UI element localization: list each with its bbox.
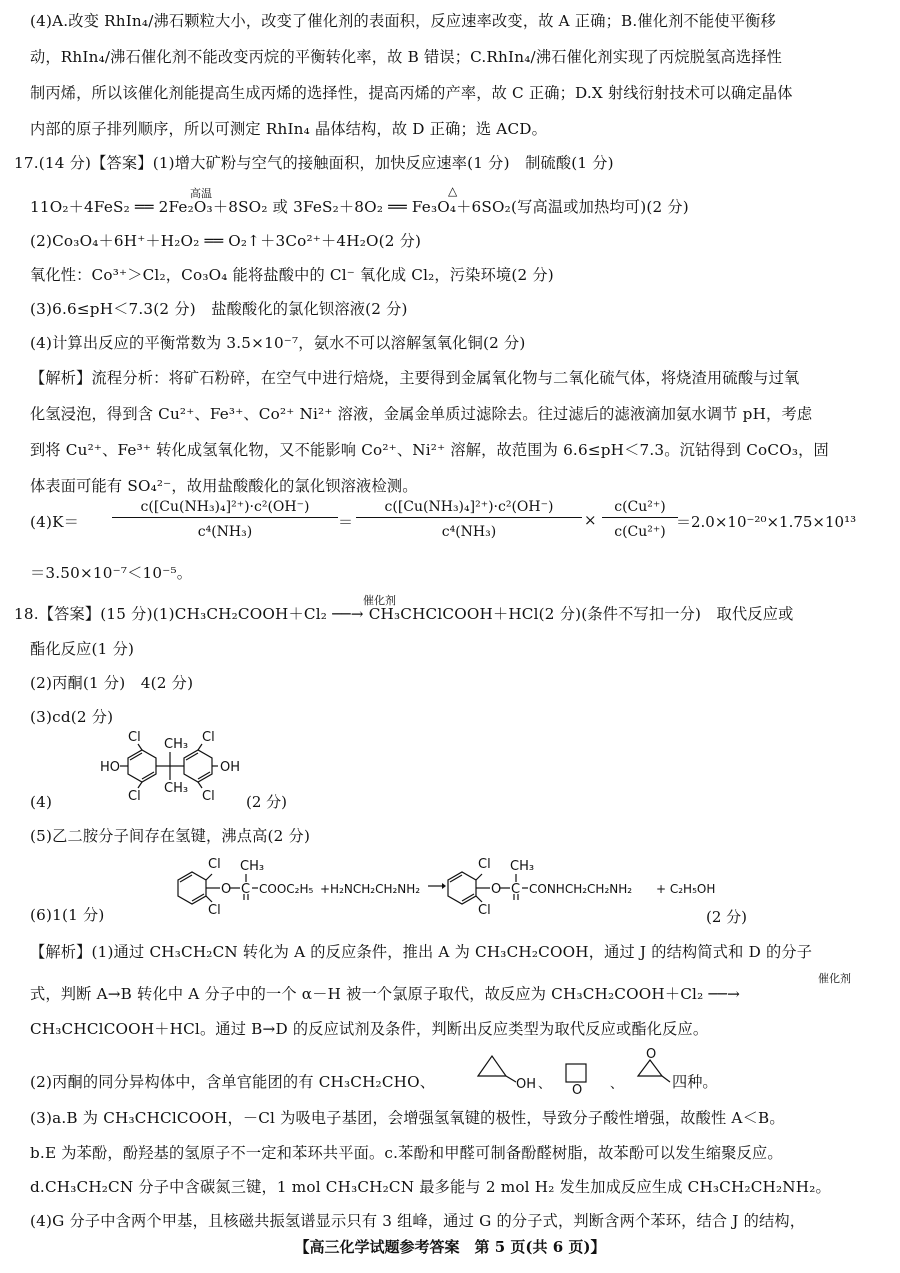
text-line: CH₃CHClCOOH＋HCl。通过 B→D 的反应试剂及条件，判断出反应类型为取代反应或酯化反应。 xyxy=(30,1020,709,1038)
fraction-denominator: c(Cu²⁺) xyxy=(614,524,666,540)
atom-label: Cl xyxy=(128,789,141,804)
atom-label: Cl xyxy=(128,730,141,745)
text-line: (4) xyxy=(30,793,53,811)
text-line: (2)丙酮(1 分) 4(2 分) xyxy=(30,674,194,692)
atom-label: HO xyxy=(100,760,121,775)
atom-label: O xyxy=(572,1083,583,1094)
k-result: ＝2.0×10⁻²⁰×1.75×10¹³ xyxy=(676,513,857,531)
separator: 、 xyxy=(610,1077,624,1092)
page-footer: 【高三化学试题参考答案 第 5 页(共 6 页)】 xyxy=(294,1238,606,1256)
analysis-18: 【解析】(1)通过 CH₃CH₂CN 转化为 A 的反应条件，推出 A 为 CH₃CH₂COOH，通过 J 的结构简式和 D 的分子 xyxy=(30,943,813,961)
text-line: (6)1(1 分) xyxy=(30,906,105,924)
atom-label: OH xyxy=(220,760,241,775)
score: (2 分) xyxy=(706,908,748,926)
question-18-header: 18.【答案】(15 分)(1)CH₃CH₂COOH＋Cl₂ ──→ CH₃CHClCOOH＋HCl(2 分)(条件不写扣一分) 取代反应或 xyxy=(14,605,794,623)
reagent-label: +H₂NCH₂CH₂NH₂ xyxy=(320,882,421,896)
atom-label: Cl xyxy=(478,903,491,918)
byproduct-label: + C₂H₅OH xyxy=(656,882,716,896)
text-line: (4)计算出反应的平衡常数为 3.5×10⁻⁷，氨水不可以溶解氢氧化铜(2 分) xyxy=(30,334,526,352)
text-line: 到将 Cu²⁺、Fe³⁺ 转化成氢氧化物，又不能影响 Co²⁺、Ni²⁺ 溶解，故范围为 6.6≤pH＜7.3。沉钴得到 CoCO₃，固 xyxy=(30,441,829,459)
isomer-structures xyxy=(472,1048,704,1094)
atom-label: C xyxy=(511,882,521,897)
isomer-suffix: 四种。 xyxy=(672,1073,718,1091)
text-line: (4)A.改变 RhIn₄/沸石颗粒大小，改变了催化剂的表面积，反应速率改变，故 A 正确；B.催化剂不能使平衡移 xyxy=(30,12,776,30)
text-line: 化氢浸泡，得到含 Cu²⁺、Fe³⁺、Co²⁺ Ni²⁺ 溶液，金属金单质过滤除去。往过滤后的滤液滴加氨水调节 pH，考虑 xyxy=(30,405,813,423)
atom-label: O xyxy=(646,1048,657,1062)
fraction-numerator: c(Cu²⁺) xyxy=(602,499,678,518)
text-line: 氧化性：Co³⁺＞Cl₂，Co₃O₄ 能将盐酸中的 Cl⁻ 氧化成 Cl₂，污染环境(2 分) xyxy=(30,266,554,284)
atom-label: Cl xyxy=(478,857,491,872)
atom-label: COOC₂H₅ xyxy=(259,882,314,896)
condition-heat: △ xyxy=(448,184,458,198)
question-17-header: 17.(14 分)【答案】(1)增大矿粉与空气的接触面积，加快反应速率(1 分) 制硫酸(1 分) xyxy=(14,154,614,172)
equation-line: 11O₂＋4FeS₂ ══ 2Fe₂O₃＋8SO₂ 或 3FeS₂＋8O₂ ══ Fe₃O₄＋6SO₂(写高温或加热均可)(2 分) xyxy=(30,198,689,216)
fraction-denominator: c⁴(NH₃) xyxy=(197,524,253,540)
atom-label: CH₃ xyxy=(164,781,189,796)
atom-label: CH₃ xyxy=(510,859,535,874)
text-line: (3)a.B 为 CH₃CHClCOOH，－Cl 为吸电子基团，会增强氢氧键的极性，导致分子酸性增强，故酸性 A＜B。 xyxy=(30,1109,785,1127)
atom-label: OH xyxy=(516,1077,537,1092)
k-conclusion: ＝3.50×10⁻⁷＜10⁻⁵。 xyxy=(30,564,193,582)
text-line: (3)6.6≤pH＜7.3(2 分) 盐酸酸化的氯化钡溶液(2 分) xyxy=(30,300,408,318)
text-line: b.E 为苯酚，酚羟基的氢原子不一定和苯环共平面。c.苯酚和甲醛可制备酚醛树脂，故苯酚可以发生缩聚反应。 xyxy=(30,1144,783,1162)
atom-label: Cl xyxy=(208,857,221,872)
text-line: 动，RhIn₄/沸石催化剂不能改变丙烷的平衡转化率，故 B 错误；C.RhIn₄/沸石催化剂实现了丙烷脱氢高选择性 xyxy=(30,48,783,66)
condition-catalyst: 催化剂 xyxy=(818,972,851,985)
text-line: (4)G 分子中含两个甲基，且核磁共振氢谱显示只有 3 组峰，通过 G 的分子式，判断含两个苯环，结合 J 的结构， xyxy=(30,1212,806,1230)
bisphenol-structure xyxy=(98,730,258,816)
atom-label: CH₃ xyxy=(164,737,189,752)
text-line: 内部的原子排列顺序，所以可测定 RhIn₄ 晶体结构，故 D 正确；选 ACD。 xyxy=(30,120,548,138)
text-line: 式，判断 A→B 转化中 A 分子中的一个 α－H 被一个氯原子取代，故反应为 CH₃CH₂COOH＋Cl₂ ──→ xyxy=(30,985,741,1003)
text-line: d.CH₃CH₂CN 分子中含碳氮三键，1 mol CH₃CH₂CN 最多能与 2 mol H₂ 发生加成反应生成 CH₃CH₂CH₂NH₂。 xyxy=(30,1178,831,1196)
condition-high-temp: 高温 xyxy=(190,187,212,200)
fraction-numerator: c([Cu(NH₃)₄]²⁺)·c²(OH⁻) xyxy=(112,499,338,518)
text-line: 酯化反应(1 分) xyxy=(30,640,135,658)
k-label: (4)K＝ xyxy=(30,513,80,531)
product-label: CONHCH₂CH₂NH₂ xyxy=(529,882,633,896)
condition-catalyst: 催化剂 xyxy=(363,594,396,607)
atom-label: CH₃ xyxy=(240,859,265,874)
isomer-text xyxy=(30,1071,874,1093)
atom-label: Cl xyxy=(202,730,215,745)
text-line: (3)cd(2 分) xyxy=(30,708,114,726)
reaction-6-scheme xyxy=(160,852,740,930)
fraction-denominator: c⁴(NH₃) xyxy=(441,524,497,540)
text-line: 制丙烯，所以该催化剂能提高生成丙烯的选择性，提高丙烯的产率，故 C 正确；D.X 射线衍射技术可以确定晶体 xyxy=(30,84,793,102)
analysis-17: 【解析】流程分析：将矿石粉碎，在空气中进行焙烧，主要得到金属氧化物与二氧化硫气体，将烧渣用硫酸与过氧 xyxy=(30,369,800,387)
text-line: 体表面可能有 SO₄²⁻，故用盐酸酸化的氯化钡溶液检测。 xyxy=(30,477,418,495)
atom-label: C xyxy=(241,882,251,897)
atom-label: O xyxy=(491,882,502,897)
atom-label: Cl xyxy=(202,789,215,804)
atom-label: Cl xyxy=(208,903,221,918)
text-line: (5)乙二胺分子间存在氢键，沸点高(2 分) xyxy=(30,827,311,845)
isomer-prefix: (2)丙酮的同分异构体中，含单官能团的有 CH₃CH₂CHO、 xyxy=(30,1073,436,1091)
equation-line: (2)Co₃O₄＋6H⁺＋H₂O₂ ══ O₂↑＋3Co²⁺＋4H₂O(2 分) xyxy=(30,232,422,250)
fraction-numerator: c([Cu(NH₃)₄]²⁺)·c²(OH⁻) xyxy=(356,499,582,518)
score: (2 分) xyxy=(246,793,288,811)
separator: 、 xyxy=(538,1077,552,1092)
atom-label: O xyxy=(221,882,232,897)
